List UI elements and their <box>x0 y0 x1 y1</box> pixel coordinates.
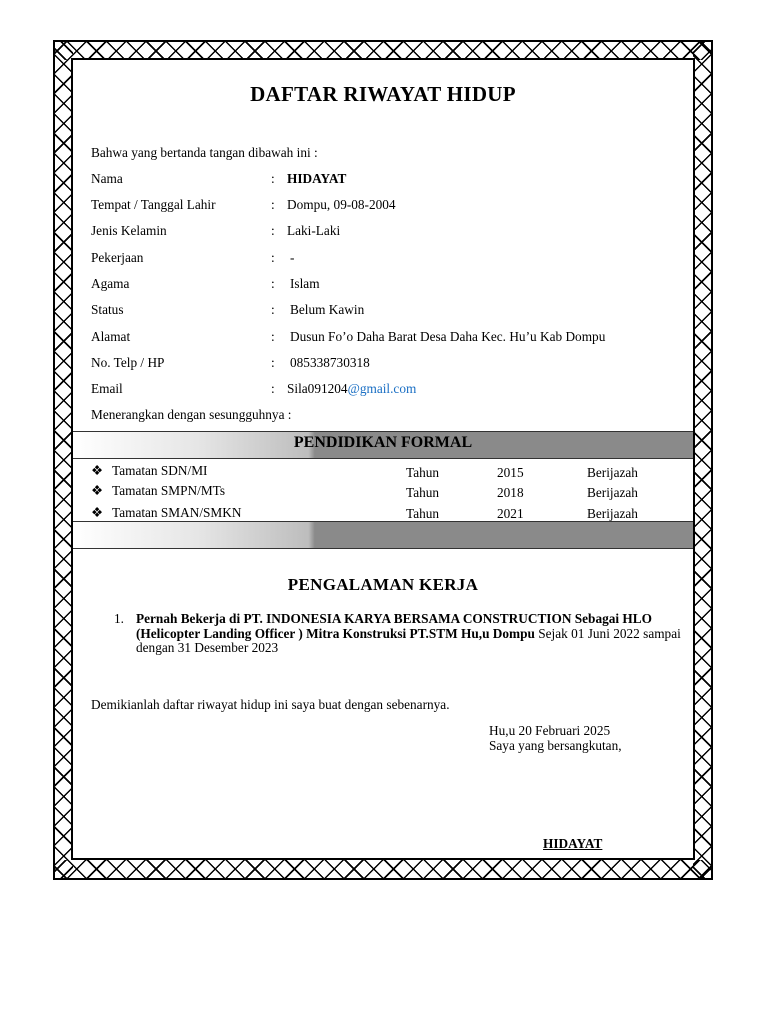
education-year-label: Tahun <box>406 485 440 500</box>
experience-bold-text: Pernah Bekerja di PT. INDONESIA KARYA BERSAMA CONSTRUCTION Sebagai HLO (Helicopter Landing Officer ) Mitra Konstruksi PT.STM Hu,u Dompu <box>136 611 652 641</box>
education-bullet: ❖ <box>91 483 103 498</box>
field-label-email: Email <box>91 381 123 396</box>
education-status: Berijazah <box>587 465 638 480</box>
experience-item <box>114 612 694 656</box>
field-label-address: Alamat <box>91 329 131 344</box>
education-year-label: Tahun <box>406 506 440 521</box>
education-bullet: ❖ <box>91 463 103 478</box>
field-colon: : <box>271 302 275 317</box>
field-colon: : <box>271 197 275 212</box>
education-school: Tamatan SMPN/MTs <box>112 483 226 498</box>
signer-name: HIDAYAT <box>543 836 603 851</box>
field-label-status: Status <box>91 302 124 317</box>
education-bullet: ❖ <box>91 505 103 520</box>
experience-title: PENGALAMAN KERJA <box>287 575 479 594</box>
field-colon: : <box>271 171 275 186</box>
field-colon: : <box>271 355 275 370</box>
education-year: 2015 <box>497 465 524 480</box>
email-domain-link[interactable]: @gmail.com <box>347 381 417 396</box>
statement-text: Menerangkan dengan sesungguhnya : <box>91 407 292 422</box>
field-value-email[interactable] <box>287 381 416 397</box>
field-value-religion: Islam <box>290 276 320 291</box>
frame-pattern-right <box>693 42 711 878</box>
place-date: Hu,u 20 Februari 2025 <box>489 723 611 738</box>
field-value-status: Belum Kawin <box>290 302 365 317</box>
education-year: 2018 <box>497 485 524 500</box>
field-value-address: Dusun Fo’o Daha Barat Desa Daha Kec. Hu’u Kab Dompu <box>290 329 606 344</box>
field-value-gender: Laki-Laki <box>287 223 341 238</box>
field-label-religion: Agama <box>91 276 130 291</box>
experience-number: 1. <box>114 611 124 626</box>
field-colon: : <box>271 329 275 344</box>
education-title: PENDIDIKAN FORMAL <box>293 434 473 451</box>
education-school: Tamatan SDN/MI <box>112 463 208 478</box>
field-value-occupation: - <box>290 250 295 265</box>
field-value-name: HIDAYAT <box>287 171 347 186</box>
intro-text: Bahwa yang bertanda tangan dibawah ini : <box>91 145 318 160</box>
closing-text: Demikianlah daftar riwayat hidup ini saya buat dengan sebenarnya. <box>91 697 450 712</box>
field-value-phone: 085338730318 <box>290 355 370 370</box>
experience-period-text: Sejak 01 Juni 2022 sampai dengan 31 Desember 2023 <box>136 625 681 656</box>
field-label-gender: Jenis Kelamin <box>91 223 167 238</box>
education-year-label: Tahun <box>406 465 440 480</box>
field-colon: : <box>271 276 275 291</box>
signer-label: Saya yang bersangkutan, <box>489 738 622 753</box>
experience-description <box>136 612 694 656</box>
field-label-phone: No. Telp / HP <box>91 355 165 370</box>
education-status: Berijazah <box>587 485 638 500</box>
education-year: 2021 <box>497 506 524 521</box>
education-school: Tamatan SMAN/SMKN <box>112 505 242 520</box>
field-value-birth: Dompu, 09-08-2004 <box>287 197 396 212</box>
education-status: Berijazah <box>587 506 638 521</box>
field-colon: : <box>271 250 275 265</box>
field-label-birth: Tempat / Tanggal Lahir <box>91 197 216 212</box>
field-label-occupation: Pekerjaan <box>91 250 144 265</box>
field-colon: : <box>271 223 275 238</box>
field-label-name: Nama <box>91 171 123 186</box>
email-user: Sila091204 <box>287 381 348 396</box>
education-footer-bar <box>73 521 693 549</box>
field-colon: : <box>271 381 275 396</box>
document-title: DAFTAR RIWAYAT HIDUP <box>250 82 516 106</box>
frame-pattern-bottom <box>55 860 711 878</box>
